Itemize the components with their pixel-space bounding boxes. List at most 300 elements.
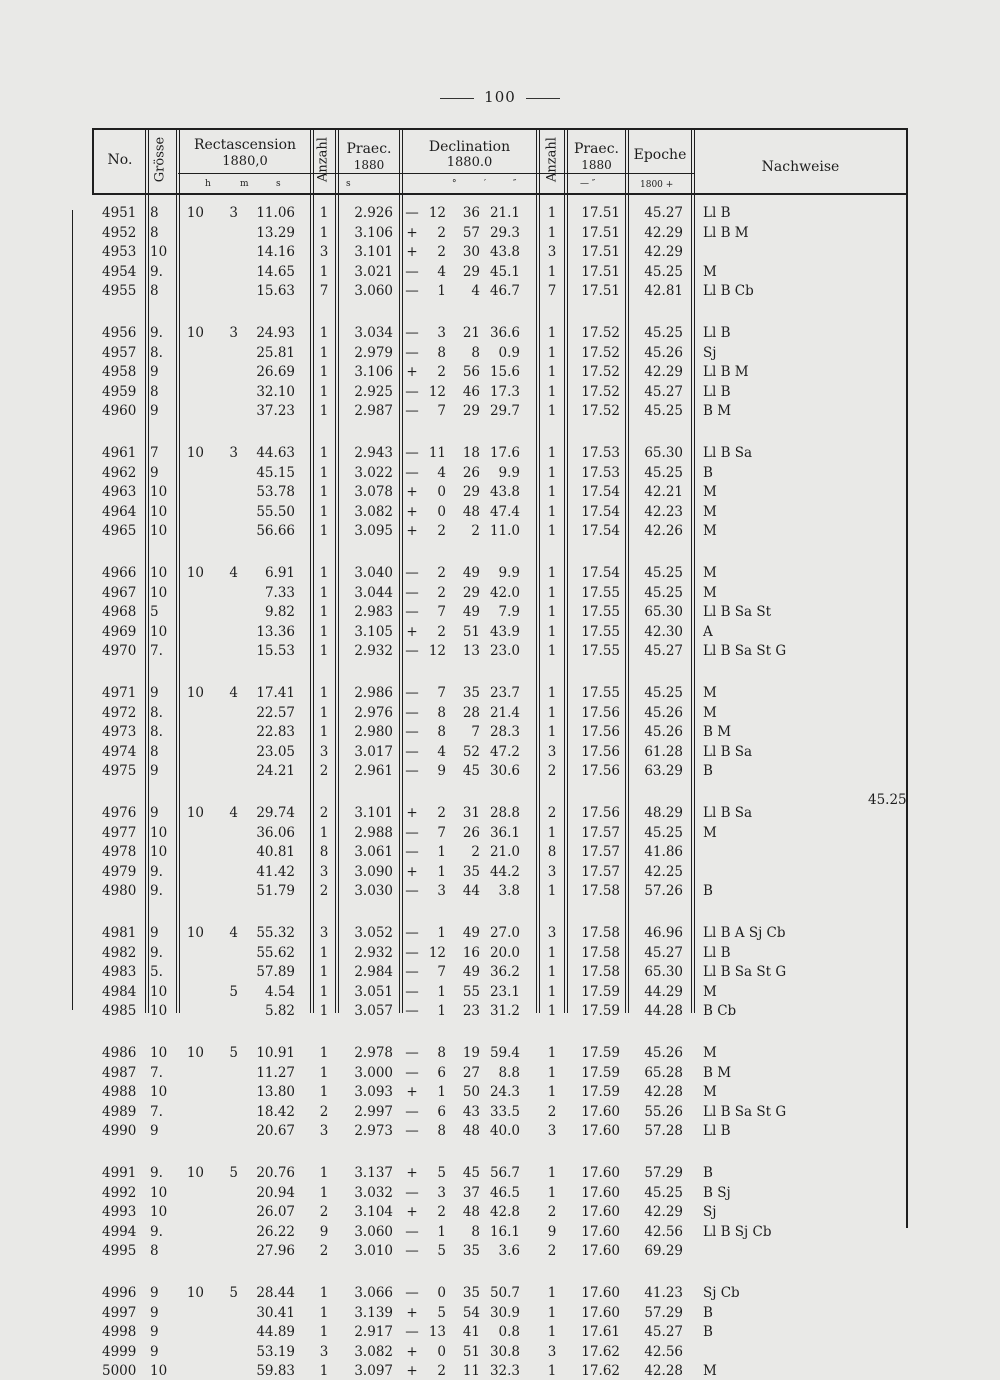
cell-dm: 55 xyxy=(462,983,480,1000)
cell-s: 53.19 xyxy=(256,1343,295,1360)
cell-n2: 1 xyxy=(547,205,557,221)
cell-ep: 45.25 xyxy=(644,464,683,481)
cell-ep: 45.26 xyxy=(644,704,683,721)
cell-h: 10 xyxy=(186,1165,204,1181)
col-divider xyxy=(536,128,537,1013)
cell-nw: M xyxy=(703,983,717,1000)
cell-sg: — xyxy=(405,205,419,221)
cell-s: 57.89 xyxy=(256,964,295,980)
cell-gr: 9 xyxy=(150,1123,159,1139)
cell-gr: 10 xyxy=(150,484,168,500)
cell-ep: 45.25 xyxy=(644,565,683,581)
cell-ep: 45.27 xyxy=(644,1324,683,1340)
cell-sg: — xyxy=(405,724,419,740)
cell-nw: B M xyxy=(703,1064,732,1081)
cell-sg: + xyxy=(406,805,418,821)
cell-n1: 1 xyxy=(319,724,329,740)
cell-s: 24.93 xyxy=(256,325,295,341)
cell-n1: 1 xyxy=(319,383,329,400)
header-groesse: Grösse xyxy=(152,136,168,183)
cell-gr: 8. xyxy=(150,704,163,721)
cell-d: 2 xyxy=(437,224,446,241)
cell-n2: 1 xyxy=(547,1064,557,1081)
cell-s: 13.80 xyxy=(256,1084,295,1100)
header-decl-epoch: 1880.0 xyxy=(446,155,493,170)
cell-n1: 3 xyxy=(319,1343,329,1360)
cell-no: 4983 xyxy=(102,964,137,980)
cell-d: 1 xyxy=(437,1003,446,1019)
cell-dm: 51 xyxy=(462,1343,480,1360)
cell-p2: 17.52 xyxy=(581,403,620,419)
cell-dm: 57 xyxy=(462,224,480,241)
cell-no: 4953 xyxy=(102,244,137,260)
cell-s: 25.81 xyxy=(256,344,295,361)
cell-dm: 21 xyxy=(462,325,480,341)
cell-nw: Ll B Sa xyxy=(703,805,753,821)
cell-p2: 17.56 xyxy=(581,805,620,821)
cell-p2: 17.55 xyxy=(581,623,620,640)
cell-sg: + xyxy=(406,623,418,640)
cell-nw: Ll B xyxy=(703,205,731,221)
cell-nw: Ll B xyxy=(703,383,731,400)
cell-n1: 1 xyxy=(319,344,329,361)
cell-ep: 45.27 xyxy=(644,944,683,961)
cell-n1: 7 xyxy=(319,283,329,299)
cell-gr: 10 xyxy=(150,1003,168,1019)
cell-sg: — xyxy=(405,584,419,601)
cell-no: 4998 xyxy=(102,1324,137,1340)
cell-ep: 42.81 xyxy=(644,283,683,299)
cell-gr: 8. xyxy=(150,724,163,740)
cell-nw: B xyxy=(703,464,713,481)
cell-d: 11 xyxy=(428,445,446,461)
cell-s: 32.10 xyxy=(256,383,295,400)
cell-n2: 1 xyxy=(547,1003,557,1019)
cell-no: 4975 xyxy=(102,763,137,779)
cell-p2: 17.56 xyxy=(581,743,620,760)
cell-no: 4966 xyxy=(102,565,137,581)
col-divider xyxy=(625,128,626,1013)
cell-no: 4979 xyxy=(102,863,137,880)
cell-no: 4976 xyxy=(102,805,137,821)
cell-n1: 1 xyxy=(319,685,329,701)
cell-n2: 1 xyxy=(547,1045,557,1061)
cell-d: 5 xyxy=(437,1165,446,1181)
cell-dm: 27 xyxy=(462,1064,480,1081)
cell-p1: 2.979 xyxy=(354,344,393,361)
cell-d: 1 xyxy=(437,1223,446,1240)
cell-gr: 9. xyxy=(150,325,163,341)
cell-dm: 26 xyxy=(462,824,480,841)
cell-p1: 2.980 xyxy=(354,724,393,740)
cell-no: 4952 xyxy=(102,224,137,241)
cell-n2: 8 xyxy=(547,844,557,860)
header-praec2-year: 1880 xyxy=(581,158,612,172)
cell-s: 59.83 xyxy=(256,1363,295,1379)
cell-p2: 17.57 xyxy=(581,844,620,860)
cell-ep: 46.96 xyxy=(644,925,683,941)
cell-s: 41.42 xyxy=(256,863,295,880)
cell-p1: 3.095 xyxy=(354,523,393,539)
cell-n1: 1 xyxy=(319,464,329,481)
cell-dm: 36 xyxy=(462,205,480,221)
header-ra-epoch: 1880,0 xyxy=(222,154,268,169)
cell-n1: 2 xyxy=(319,1103,329,1120)
cell-ds: 9.9 xyxy=(498,464,520,481)
cell-no: 4973 xyxy=(102,724,137,740)
cell-sg: — xyxy=(405,565,419,581)
cell-d: 8 xyxy=(437,724,446,740)
cell-s: 44.89 xyxy=(256,1324,295,1340)
cell-n1: 1 xyxy=(319,584,329,601)
cell-p1: 3.060 xyxy=(354,1223,393,1240)
header-decl-title: Declination xyxy=(428,139,511,155)
cell-n2: 1 xyxy=(547,824,557,841)
cell-d: 7 xyxy=(437,604,446,620)
cell-ds: 23.1 xyxy=(489,983,520,1000)
cell-dm: 52 xyxy=(462,743,480,760)
cell-ds: 15.6 xyxy=(489,364,520,380)
cell-s: 55.32 xyxy=(256,925,295,941)
cell-d: 12 xyxy=(428,643,446,659)
cell-dm: 29 xyxy=(462,403,480,419)
cell-ep: 45.26 xyxy=(644,724,683,740)
cell-dm: 45 xyxy=(462,1165,480,1181)
cell-s: 20.76 xyxy=(256,1165,295,1181)
cell-ds: 46.7 xyxy=(489,283,520,299)
cell-p1: 3.051 xyxy=(354,983,393,1000)
cell-no: 4986 xyxy=(102,1045,137,1061)
cell-ds: 50.7 xyxy=(489,1285,520,1301)
cell-p2: 17.55 xyxy=(581,604,620,620)
cell-d: 2 xyxy=(437,523,446,539)
cell-no: 4967 xyxy=(102,584,137,601)
cell-n1: 1 xyxy=(319,1084,329,1100)
header-ra-title: Rectascension xyxy=(193,137,297,153)
header-bottom-border xyxy=(92,193,908,195)
cell-p1: 3.082 xyxy=(354,1343,393,1360)
cell-s: 4.54 xyxy=(264,983,295,1000)
cell-d: 7 xyxy=(437,964,446,980)
cell-n2: 1 xyxy=(547,1324,557,1340)
cell-d: 2 xyxy=(437,364,446,380)
cell-gr: 9. xyxy=(150,263,163,280)
cell-n2: 1 xyxy=(547,1084,557,1100)
cell-ds: 47.4 xyxy=(489,503,520,520)
cell-d: 0 xyxy=(437,1285,446,1301)
cell-dm: 11 xyxy=(462,1363,480,1379)
cell-s: 26.69 xyxy=(256,364,295,380)
table-right-border xyxy=(906,128,908,1228)
cell-n1: 1 xyxy=(319,824,329,841)
cell-ep: 44.29 xyxy=(644,983,683,1000)
cell-ep: 57.29 xyxy=(644,1304,683,1321)
cell-ep: 42.25 xyxy=(644,863,683,880)
cell-s: 15.63 xyxy=(256,283,295,299)
cell-p2: 17.62 xyxy=(581,1343,620,1360)
cell-ep: 41.86 xyxy=(644,844,683,860)
cell-no: 4993 xyxy=(102,1204,137,1220)
cell-p1: 2.997 xyxy=(354,1103,393,1120)
cell-sg: + xyxy=(406,1165,418,1181)
cell-dm: 8 xyxy=(471,344,480,361)
cell-n2: 1 xyxy=(547,523,557,539)
cell-nw: B Cb xyxy=(703,1003,737,1019)
cell-nw: Ll B A Sj Cb xyxy=(703,925,786,941)
cell-nw: M xyxy=(703,503,717,520)
cell-nw: Ll B Sa St G xyxy=(703,643,787,659)
cell-dm: 2 xyxy=(471,844,480,860)
cell-d: 0 xyxy=(437,503,446,520)
units-row-divider xyxy=(178,173,694,174)
cell-m: 4 xyxy=(229,805,238,821)
cell-nw: A xyxy=(703,623,713,640)
cell-ds: 21.1 xyxy=(489,205,520,221)
cell-n1: 1 xyxy=(319,403,329,419)
cell-d: 4 xyxy=(437,263,446,280)
cell-n1: 1 xyxy=(319,1324,329,1340)
cell-n2: 2 xyxy=(547,1103,557,1120)
cell-m: 4 xyxy=(229,685,238,701)
cell-dm: 16 xyxy=(462,944,480,961)
cell-d: 2 xyxy=(437,565,446,581)
cell-n1: 1 xyxy=(319,623,329,640)
cell-sg: — xyxy=(405,763,419,779)
cell-ds: 47.2 xyxy=(489,743,520,760)
cell-dm: 54 xyxy=(462,1304,480,1321)
cell-ep: 45.26 xyxy=(644,344,683,361)
cell-nw: Ll B Sa St xyxy=(703,604,772,620)
cell-ds: 9.9 xyxy=(498,565,520,581)
cell-no: 4988 xyxy=(102,1084,137,1100)
cell-dm: 29 xyxy=(462,484,480,500)
cell-no: 4962 xyxy=(102,464,137,481)
cell-ds: 29.3 xyxy=(489,224,520,241)
cell-dm: 46 xyxy=(462,383,480,400)
cell-n2: 3 xyxy=(547,863,557,880)
header-decl-unit-min: ′ xyxy=(484,179,487,189)
cell-ep: 41.23 xyxy=(644,1285,683,1301)
cell-m: 4 xyxy=(229,925,238,941)
cell-ep: 65.30 xyxy=(644,964,683,980)
cell-n1: 1 xyxy=(319,1363,329,1379)
cell-n1: 3 xyxy=(319,925,329,941)
cell-nw: B xyxy=(703,763,713,779)
cell-p2: 17.58 xyxy=(581,964,620,980)
cell-d: 7 xyxy=(437,824,446,841)
cell-dm: 19 xyxy=(462,1045,480,1061)
header-anzahl-1: Anzahl xyxy=(315,137,331,182)
cell-n2: 1 xyxy=(547,1304,557,1321)
cell-n2: 1 xyxy=(547,944,557,961)
cell-dm: 30 xyxy=(462,244,480,260)
cell-sg: — xyxy=(405,1285,419,1301)
cell-dm: 8 xyxy=(471,1223,480,1240)
cell-no: 4959 xyxy=(102,383,137,400)
cell-gr: 9 xyxy=(150,763,159,779)
cell-gr: 9. xyxy=(150,1223,163,1240)
cell-dm: 29 xyxy=(462,263,480,280)
cell-n1: 1 xyxy=(319,1064,329,1081)
cell-n1: 1 xyxy=(319,964,329,980)
cell-p1: 3.137 xyxy=(354,1165,393,1181)
cell-d: 2 xyxy=(437,623,446,640)
cell-ep: 65.30 xyxy=(644,445,683,461)
cell-sg: — xyxy=(405,643,419,659)
cell-ep: 42.29 xyxy=(644,224,683,241)
header-praec1-year: 1880 xyxy=(353,158,385,172)
cell-nw: Ll B Sa St G xyxy=(703,964,787,980)
cell-sg: — xyxy=(405,325,419,341)
cell-no: 4955 xyxy=(102,283,137,299)
cell-h: 10 xyxy=(186,565,204,581)
cell-sg: — xyxy=(405,844,419,860)
cell-n1: 3 xyxy=(319,1123,329,1139)
cell-p1: 3.060 xyxy=(354,283,393,299)
cell-n1: 3 xyxy=(319,863,329,880)
cell-p1: 2.932 xyxy=(354,643,393,659)
cell-ds: 20.0 xyxy=(489,944,520,961)
cell-d: 5 xyxy=(437,1243,446,1259)
cell-sg: + xyxy=(406,523,418,539)
cell-gr: 7 xyxy=(150,445,159,461)
cell-n2: 1 xyxy=(547,964,557,980)
header-decl-unit-sec: ″ xyxy=(513,179,517,189)
cell-n1: 2 xyxy=(319,883,329,899)
cell-p2: 17.59 xyxy=(581,1064,620,1081)
cell-p2: 17.52 xyxy=(581,325,620,341)
cell-n1: 1 xyxy=(319,224,329,241)
cell-s: 17.41 xyxy=(256,685,295,701)
cell-dm: 48 xyxy=(462,1123,480,1139)
cell-h: 10 xyxy=(186,325,204,341)
cell-p1: 3.017 xyxy=(354,743,393,760)
cell-ep: 48.29 xyxy=(644,805,683,821)
cell-n1: 3 xyxy=(319,244,329,260)
cell-h: 10 xyxy=(186,925,204,941)
col-divider xyxy=(564,128,565,1013)
cell-n2: 1 xyxy=(547,704,557,721)
cell-dm: 48 xyxy=(462,1204,480,1220)
header-epoche-unit: 1800 + xyxy=(640,180,674,190)
header-ra-unit-m: m xyxy=(240,179,249,189)
cell-gr: 10 xyxy=(150,584,168,601)
cell-p1: 3.044 xyxy=(354,584,393,601)
cell-n1: 1 xyxy=(319,484,329,500)
cell-p1: 3.021 xyxy=(354,263,393,280)
cell-nw: Ll B M xyxy=(703,224,749,241)
header-anzahl-2: Anzahl xyxy=(544,137,560,182)
cell-p1: 3.101 xyxy=(354,805,393,821)
cell-n1: 1 xyxy=(319,704,329,721)
cell-dm: 45 xyxy=(462,763,480,779)
cell-s: 26.07 xyxy=(256,1204,295,1220)
cell-gr: 10 xyxy=(150,983,168,1000)
cell-ep: 45.27 xyxy=(644,643,683,659)
cell-sg: + xyxy=(406,503,418,520)
cell-n2: 1 xyxy=(547,503,557,520)
cell-no: 4977 xyxy=(102,824,137,841)
cell-no: 4990 xyxy=(102,1123,137,1139)
cell-gr: 9 xyxy=(150,1343,159,1360)
cell-d: 4 xyxy=(437,464,446,481)
cell-d: 8 xyxy=(437,1123,446,1139)
col-divider xyxy=(399,128,400,1013)
cell-ds: 3.8 xyxy=(498,883,520,899)
cell-n1: 1 xyxy=(319,1304,329,1321)
header-ra-unit-s: s xyxy=(276,179,281,189)
cell-n2: 1 xyxy=(547,584,557,601)
cell-dm: 29 xyxy=(462,584,480,601)
cell-p2: 17.54 xyxy=(581,565,620,581)
cell-no: 4964 xyxy=(102,503,137,520)
cell-nw: B xyxy=(703,883,713,899)
cell-p2: 17.54 xyxy=(581,484,620,500)
cell-n1: 9 xyxy=(319,1223,329,1240)
cell-s: 29.74 xyxy=(256,805,295,821)
cell-n1: 1 xyxy=(319,643,329,659)
cell-sg: — xyxy=(405,263,419,280)
cell-no: 4987 xyxy=(102,1064,137,1081)
cell-d: 3 xyxy=(437,1184,446,1201)
cell-gr: 10 xyxy=(150,523,168,539)
cell-s: 6.91 xyxy=(264,565,295,581)
cell-ds: 29.7 xyxy=(489,403,520,419)
cell-p1: 3.066 xyxy=(354,1285,393,1301)
cell-p1: 3.082 xyxy=(354,503,393,520)
cell-p2: 17.58 xyxy=(581,944,620,961)
cell-p2: 17.51 xyxy=(581,205,620,221)
cell-n2: 2 xyxy=(547,1243,557,1259)
cell-p2: 17.51 xyxy=(581,224,620,241)
cell-n2: 1 xyxy=(547,643,557,659)
cell-n2: 1 xyxy=(547,445,557,461)
cell-ds: 3.6 xyxy=(498,1243,520,1259)
cell-p2: 17.54 xyxy=(581,503,620,520)
cell-gr: 9 xyxy=(150,464,159,481)
cell-sg: — xyxy=(405,704,419,721)
cell-dm: 26 xyxy=(462,464,480,481)
cell-p2: 17.59 xyxy=(581,983,620,1000)
cell-no: 4957 xyxy=(102,344,137,361)
cell-p2: 17.57 xyxy=(581,824,620,841)
cell-nw: M xyxy=(703,484,717,500)
cell-ds: 30.8 xyxy=(489,1343,520,1360)
cell-p1: 2.987 xyxy=(354,403,393,419)
cell-ep: 45.25 xyxy=(644,1184,683,1201)
cell-gr: 9 xyxy=(150,1285,159,1301)
cell-p1: 3.000 xyxy=(354,1064,393,1081)
cell-n2: 3 xyxy=(547,925,557,941)
cell-no: 4961 xyxy=(102,445,137,461)
cell-n1: 1 xyxy=(319,503,329,520)
cell-dm: 18 xyxy=(462,445,480,461)
cell-h: 10 xyxy=(186,445,204,461)
cell-dm: 35 xyxy=(462,863,480,880)
cell-n1: 2 xyxy=(319,1204,329,1220)
cell-p1: 2.926 xyxy=(354,205,393,221)
cell-dm: 2 xyxy=(471,523,480,539)
cell-no: 4991 xyxy=(102,1165,137,1181)
cell-gr: 10 xyxy=(150,244,168,260)
cell-ep: 57.28 xyxy=(644,1123,683,1139)
cell-dm: 13 xyxy=(462,643,480,659)
cell-d: 1 xyxy=(437,1084,446,1100)
cell-s: 5.82 xyxy=(264,1003,295,1019)
cell-n1: 1 xyxy=(319,205,329,221)
cell-n2: 3 xyxy=(547,1123,557,1139)
cell-p2: 17.51 xyxy=(581,244,620,260)
